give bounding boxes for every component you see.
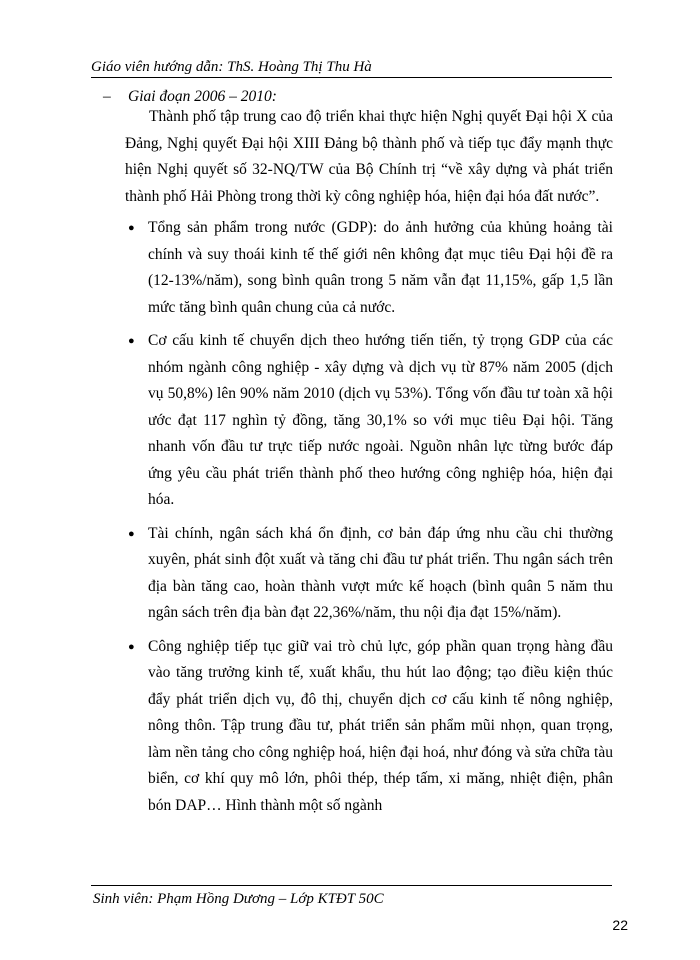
list-item [125,521,613,627]
bullet-text: Cơ cấu kinh tế chuyển dịch theo hướng tiến tiến, tỷ trọng GDP của các nhóm ngành công nghiệp - xây dựng và dịch vụ từ 87% năm 2005 (dịch vụ 50,8%) lên 90% năm 2010 (dịch vụ 53%). Tổng vốn đầu tư toàn xã hội ước đạt 117 nghìn tỷ đồng, tăng 30,1% so với mục tiêu Đại hội. Tăng nhanh vốn đầu tư trực tiếp nước ngoài. Nguồn nhân lực từng bước đáp ứng yêu cầu phát triển thành phố theo hướng công nghiệp hóa, hiện đại hóa. [148,332,613,508]
bullet-icon: ● [128,640,135,653]
list-item [125,215,613,321]
page-number: 22 [612,917,628,933]
bullet-icon: ● [128,335,135,347]
intro-paragraph: Thành phố tập trung cao độ triển khai thực hiện Nghị quyết Đại hội X của Đảng, Nghị quyết Đại hội XIII Đảng bộ thành phố và tiếp tục đẩy mạnh thực hiện Nghị quyết số 32-NQ/TW của Bộ Chính trị “về xây dựng và phát triển thành phố Hải Phòng trong thời kỳ công nghiệp hóa, hiện đại hóa đất nước”. [125,108,613,205]
page-footer: Sinh viên: Phạm Hồng Dương – Lớp KTĐT 50C [93,891,384,907]
bullet-icon: ● [128,222,135,234]
bullet-text: Tổng sản phẩm trong nước (GDP): do ảnh hưởng của khủng hoảng tài chính và suy thoái kinh tế thế giới nên không đạt mục tiêu Đại hội đề ra (12-13%/năm), song bình quân trong 5 năm vẫn đạt 11,15%, gấp 1,5 lần mức tăng bình quân chung của cả nước. [148,219,613,316]
list-item [125,634,613,820]
bullet-text: Công nghiệp tiếp tục giữ vai trò chủ lực, góp phần quan trọng hàng đầu vào tăng trưởng kinh tế, xuất khẩu, thu hút lao động; tạo điều kiện thúc đẩy phát triển dịch vụ, đô thị, chuyển dịch cơ cấu kinh tế nông nghiệp, nông thôn. Tập trung đầu tư, phát triển sản phẩm mũi nhọn, quan trọng, làm nền tảng cho công nghiệp hoá, hiện đại hoá, như đóng và sửa chữa tàu biển, cơ khí quy mô lớn, phôi thép, thép tấm, xi măng, nhiệt điện, phân bón DAP… Hình thành một số ngành [148,637,613,814]
bullet-text: Tài chính, ngân sách khá ổn định, cơ bản đáp ứng nhu cầu chi thường xuyên, phát sinh đột xuất và tăng chi đầu tư phát triển. Thu ngân sách trên địa bàn tăng cao, hoàn thành vượt mức kế hoạch (bình quân 5 năm thu ngân sách trên địa bàn đạt 22,36%/năm, thu nội địa đạt 15%/năm). [148,524,613,621]
bullet-list [125,215,613,819]
header-divider [91,77,612,78]
bullet-icon: ● [128,527,135,540]
list-item [125,328,613,514]
heading-text: Giai đoạn 2006 – 2010: [128,88,277,105]
footer-divider [91,885,612,886]
heading-dash: – [103,88,111,105]
document-body [125,104,613,826]
page-header: Giáo viên hướng dẫn: ThS. Hoàng Thị Thu Hà [91,59,372,75]
